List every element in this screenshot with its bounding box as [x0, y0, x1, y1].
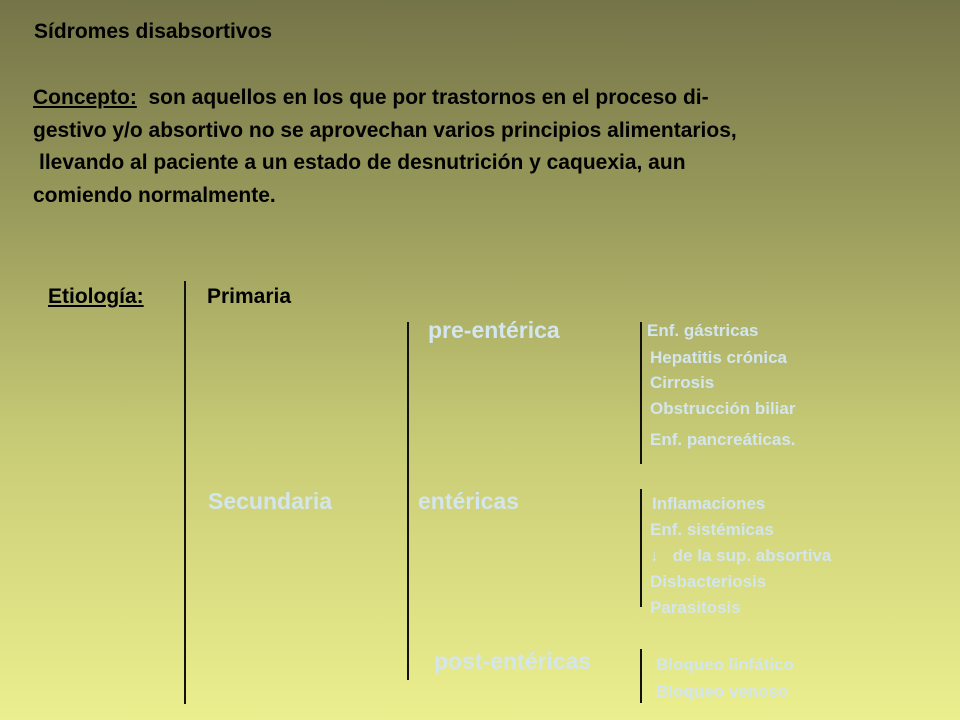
- primaria-label: Primaria: [207, 285, 292, 308]
- etiologia-label: Etiología:: [48, 285, 144, 308]
- pre-item-1: Hepatitis crónica: [650, 348, 787, 367]
- concept-line-4: comiendo normalmente.: [33, 183, 276, 207]
- post-item-0: Bloqueo linfático: [656, 655, 794, 674]
- concept-line-3: llevando al paciente a un estado de desnutrición y caquexia, aun: [39, 151, 686, 174]
- concept-label: Concepto:: [33, 86, 137, 109]
- post-entericas-label: post-entéricas: [434, 648, 592, 674]
- pre-item-0: Enf. gástricas: [647, 321, 759, 340]
- entericas-item-3: Disbacteriosis: [650, 572, 767, 591]
- pre-item-2: Cirrosis: [650, 373, 715, 392]
- secundaria-label: Secundaria: [208, 488, 332, 514]
- entericas-item-4: Parasitosis: [650, 598, 741, 617]
- post-item-1: Bloqueo venoso: [656, 682, 789, 701]
- concept-text-1: son aquellos en los que por trastornos en el proceso di-: [136, 86, 709, 109]
- pre-item-3: Obstrucción biliar: [650, 399, 796, 418]
- slide-title: Sídromes disabsortivos: [34, 20, 273, 43]
- entericas-item-2: ↓ de la sup. absortiva: [650, 546, 832, 565]
- concept-line-1: [33, 82, 943, 115]
- divider-line-entericas: [640, 489, 642, 607]
- divider-line-main: [184, 281, 186, 704]
- concept-paragraph: [33, 82, 943, 212]
- pre-enterica-label: pre-entérica: [428, 317, 560, 343]
- entericas-item-1: Enf. sistémicas: [650, 520, 774, 539]
- divider-line-post: [640, 649, 642, 703]
- entericas-label: entéricas: [418, 488, 520, 514]
- divider-line-pre: [640, 322, 642, 464]
- concept-line-2: gestivo y/o absortivo no se aprovechan varios principios alimentarios,: [33, 118, 737, 142]
- pre-item-4: Enf. pancreáticas.: [650, 430, 796, 449]
- divider-line-sub: [407, 322, 409, 680]
- entericas-item-0: Inflamaciones: [652, 494, 766, 513]
